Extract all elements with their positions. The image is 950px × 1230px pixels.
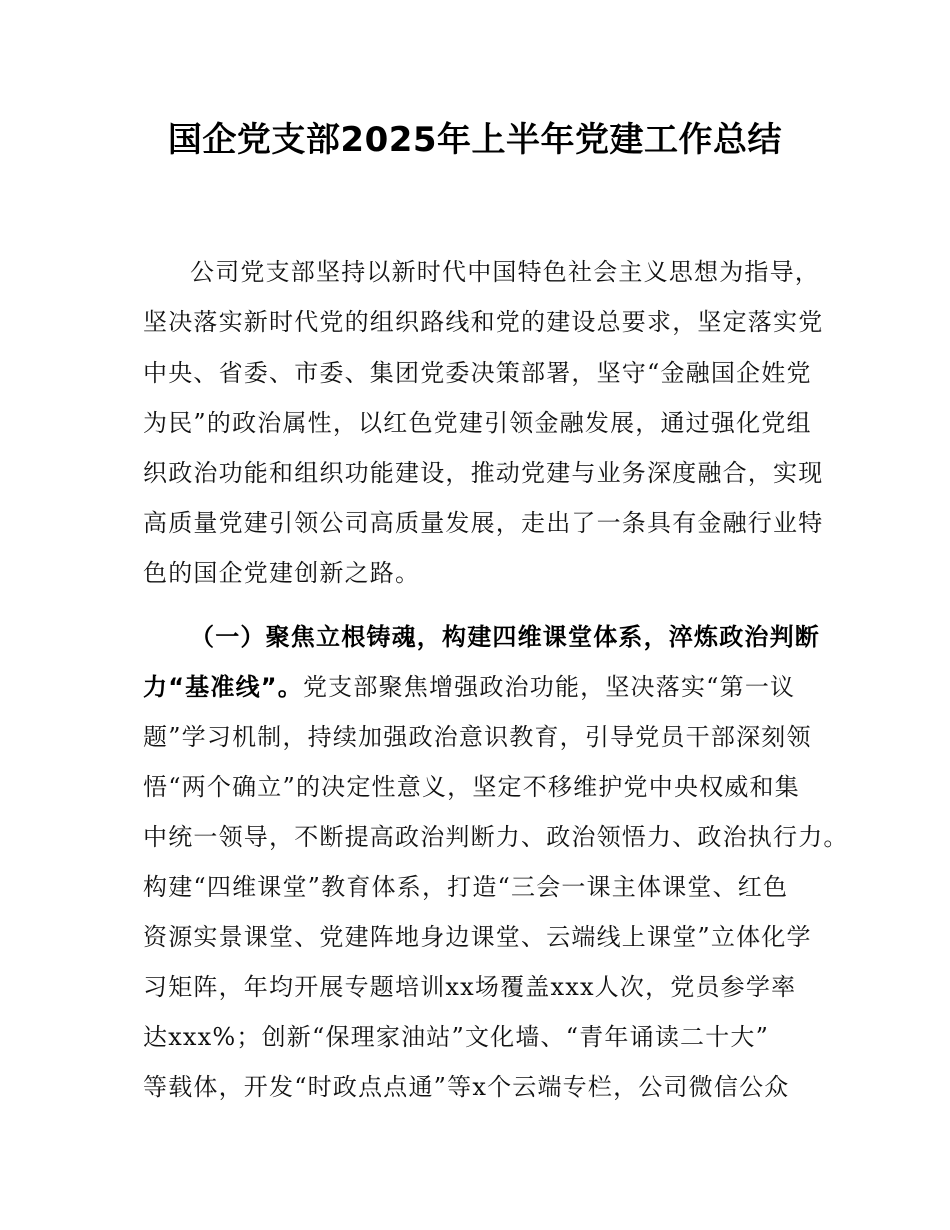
intro-line: 中央、省委、市委、集团党委决策部署，坚守“金融国企姓党: [143, 359, 812, 387]
section-1-line: 中统一领导，不断提高政治判断力、政治领悟力、政治执行力。: [143, 823, 849, 851]
intro-line: 高质量党建引领公司高质量发展，走出了一条具有金融行业特: [143, 509, 824, 537]
section-1-line: 构建“四维课堂”教育体系，打造“三会一课主体课堂、红色: [143, 873, 789, 901]
intro-line: 色的国企党建创新之路。: [143, 559, 421, 587]
document-title: 国企党支部2025年上半年党建工作总结: [167, 120, 783, 160]
section-1-line: 悟“两个确立”的决定性意义，坚定不移维护党中央权威和集: [143, 773, 800, 801]
section-1-line: 等载体，开发“时政点点通”等x个云端专栏，公司微信公众: [143, 1073, 790, 1101]
intro-line: 坚决落实新时代党的组织路线和党的建设总要求，坚定落实党: [143, 308, 824, 336]
section-1-heading: （一）聚焦立根铸魂，构建四维课堂体系，淬炼政治判断: [190, 623, 820, 651]
intro-line: 公司党支部坚持以新时代中国特色社会主义思想为指导，: [190, 258, 820, 286]
section-1-line: 习矩阵，年均开展专题培训xx场覆盖xxx人次，党员参学率: [143, 973, 797, 1001]
section-1-line: 题”学习机制，持续加强政治意识教育，引导党员干部深刻领: [143, 723, 812, 751]
intro-line: 织政治功能和组织功能建设，推动党建与业务深度融合，实现: [143, 459, 824, 487]
section-1-line: 资源实景课堂、党建阵地身边课堂、云端线上课堂”立体化学: [143, 923, 812, 951]
section-1-heading-end: 力“基准线”。: [143, 673, 303, 701]
section-1-line: [143, 672, 795, 702]
intro-line: 为民”的政治属性，以红色党建引领金融发展，通过强化党组: [143, 409, 812, 437]
section-1-line-text: 党支部聚焦增强政治功能，坚决落实“第一议: [302, 673, 796, 701]
section-1-line: 达xxx%；创新“保理家油站”文化墙、“青年诵读二十大”: [143, 1023, 770, 1051]
